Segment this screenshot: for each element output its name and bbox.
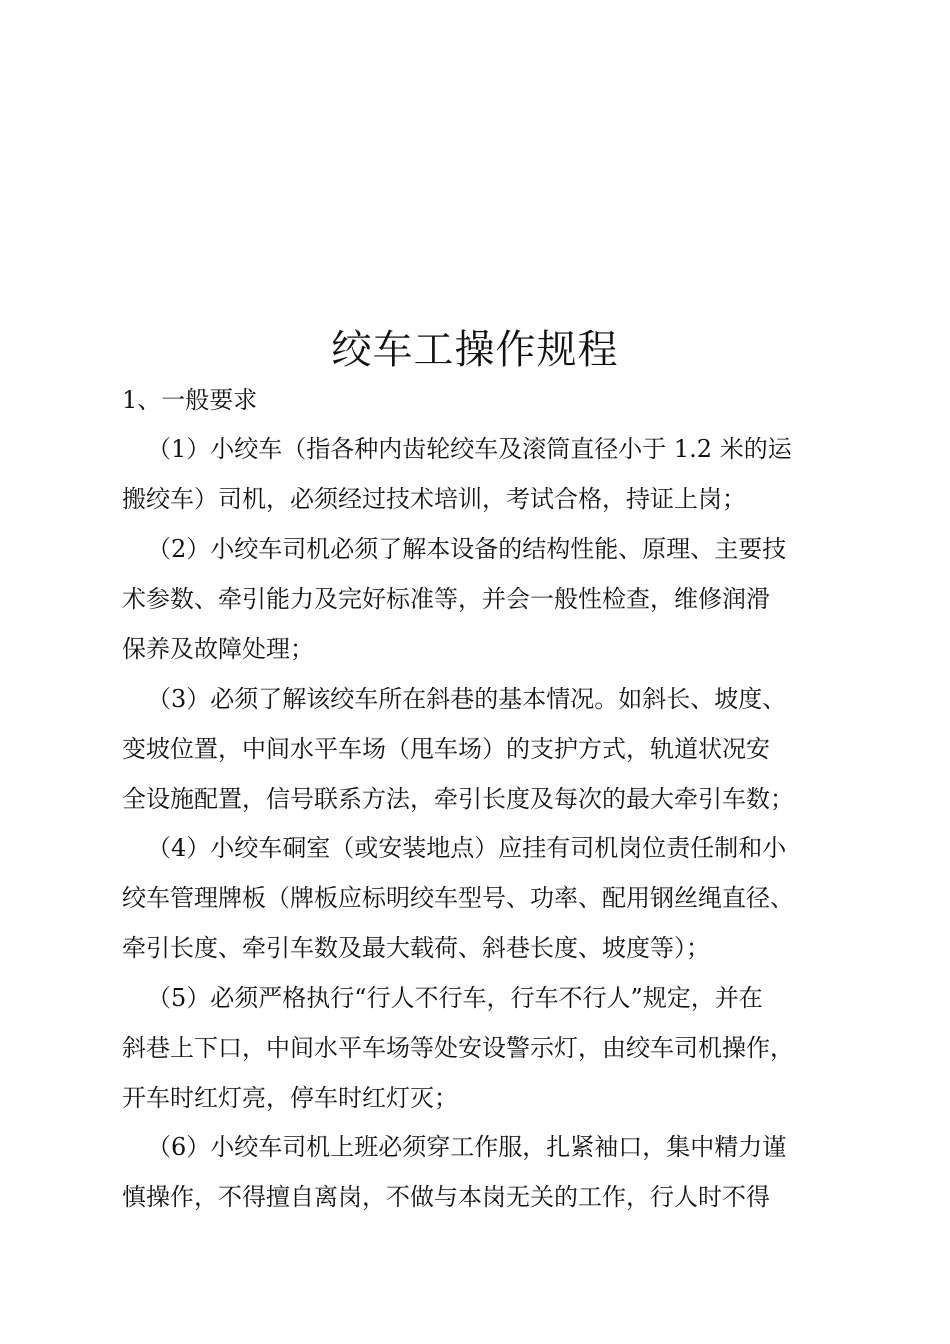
section-heading: 1、一般要求 — [122, 386, 258, 414]
paragraph-line: （4）小绞车硐室（或安装地点）应挂有司机岗位责任制和小 — [147, 834, 787, 862]
paragraph-line: 绞车管理牌板（牌板应标明绞车型号、功率、配用钢丝绳直径、 — [122, 884, 794, 912]
paragraph-line: 斜巷上下口，中间水平车场等处安设警示灯，由绞车司机操作， — [122, 1034, 794, 1062]
paragraph-line: 搬绞车）司机，必须经过技术培训，考试合格，持证上岗； — [122, 485, 746, 513]
paragraph-line: （2）小绞车司机必须了解本设备的结构性能、原理、主要技 — [147, 535, 787, 563]
paragraph-line: 术参数、牵引能力及完好标准等，并会一般性检查，维修润滑 — [122, 585, 770, 613]
paragraph-line: （1）小绞车（指各种内齿轮绞车及滚筒直径小于 1.2 米的运 — [147, 435, 792, 463]
paragraph-line: 保养及故障处理； — [122, 635, 314, 663]
paragraph-line: （6）小绞车司机上班必须穿工作服，扎紧袖口，集中精力谨 — [147, 1133, 787, 1161]
paragraph-line: 开车时红灯亮，停车时红灯灭； — [122, 1084, 458, 1112]
paragraph-line: （5）必须严格执行“行人不行车，行车不行人”规定，并在 — [147, 984, 763, 1012]
paragraph-line: 慎操作，不得擅自离岗，不做与本岗无关的工作，行人时不得 — [122, 1183, 770, 1211]
paragraph-line: （3）必须了解该绞车所在斜巷的基本情况。如斜长、坡度、 — [147, 685, 787, 713]
paragraph-line: 牵引长度、牵引车数及最大载荷、斜巷长度、坡度等）； — [122, 934, 710, 962]
paragraph-line: 全设施配置，信号联系方法，牵引长度及每次的最大牵引车数； — [122, 785, 794, 813]
document-title: 绞车工操作规程 — [331, 327, 619, 373]
paragraph-line: 变坡位置，中间水平车场（甩车场）的支护方式，轨道状况安 — [122, 735, 770, 763]
